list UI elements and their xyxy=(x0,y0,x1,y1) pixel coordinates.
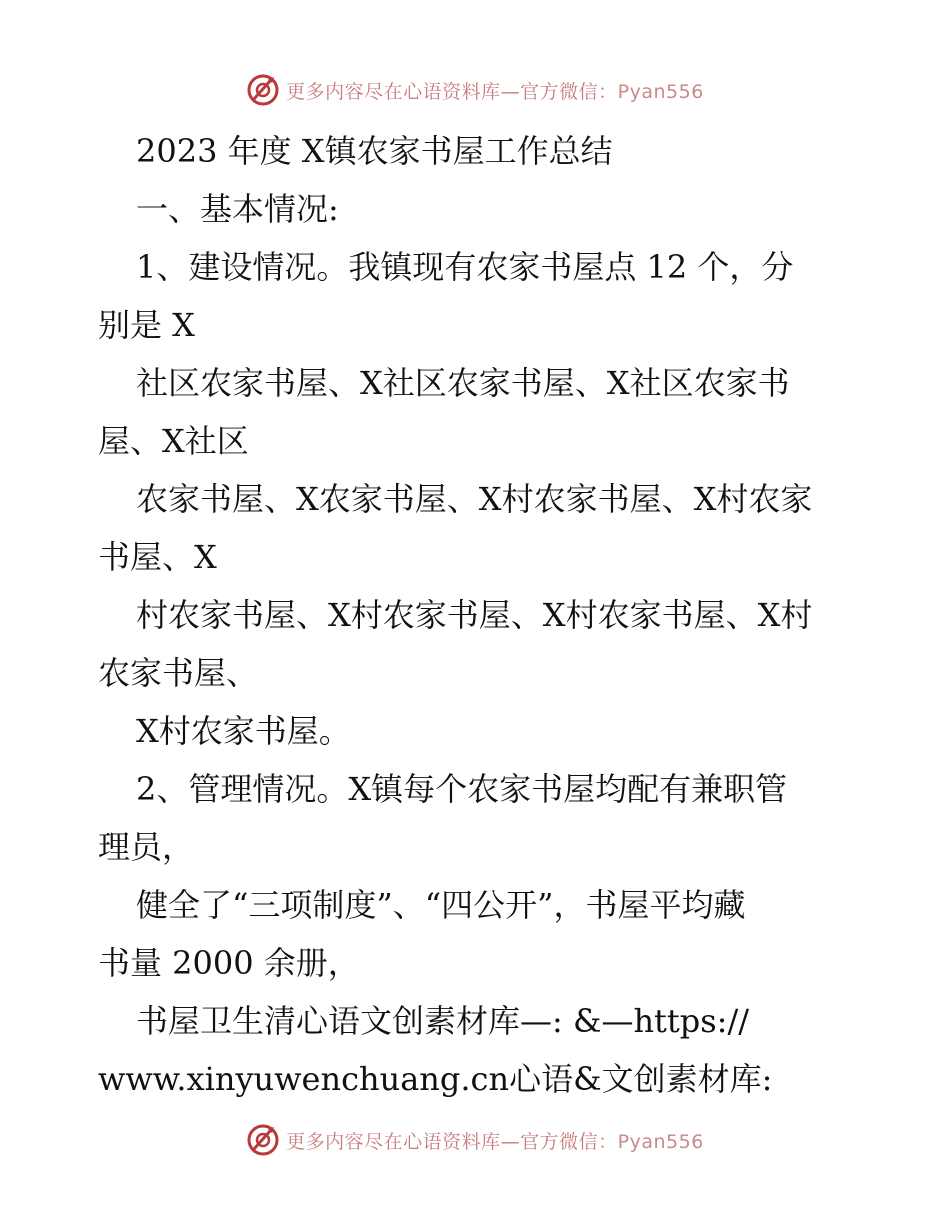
text-line: 书量 2000 余册， xyxy=(98,944,360,982)
text-line: 2、管理情况。X镇每个农家书屋均配有兼职管 xyxy=(136,770,788,808)
text-line: 屋、X社区 xyxy=(98,422,249,460)
watermark-banner-top xyxy=(0,70,950,110)
watermark-banner-bottom xyxy=(0,1120,950,1160)
text-line: 2023 年度 X镇农家书屋工作总结 xyxy=(136,132,613,170)
text-line: 社区农家书屋、X社区农家书屋、X社区农家书 xyxy=(136,364,790,402)
xinyu-logo-icon xyxy=(246,73,280,107)
watermark-text: 更多内容尽在心语资料库—官方微信：Pyan556 xyxy=(286,80,704,103)
text-line: 农家书屋、X农家书屋、X村农家书屋、X村农家 xyxy=(136,480,813,518)
text-line: X村农家书屋。 xyxy=(136,712,351,750)
wechat-id: Pyan556 xyxy=(617,1130,704,1153)
text-line: 别是 X xyxy=(98,306,195,344)
text-line: 健全了“三项制度”、“四公开”，书屋平均藏 xyxy=(136,886,746,924)
watermark-text: 更多内容尽在心语资料库—官方微信：Pyan556 xyxy=(286,1130,704,1153)
wechat-id: Pyan556 xyxy=(617,80,704,103)
text-line: 书屋卫生清心语文创素材库—: &—https:// xyxy=(136,1002,750,1040)
text-line: 书屋、X xyxy=(98,538,217,576)
text-line: 村农家书屋、X村农家书屋、X村农家书屋、X村 xyxy=(136,596,813,634)
text-line: www.xinyuwenchuang.cn心语&文创素材库: xyxy=(98,1060,773,1098)
xinyu-logo-icon xyxy=(246,1123,280,1157)
text-line: 农家书屋、 xyxy=(98,654,259,692)
text-line: 1、建设情况。我镇现有农家书屋点 12 个，分 xyxy=(136,248,794,286)
document-body xyxy=(98,122,858,1108)
text-line: 理员， xyxy=(98,828,195,866)
text-line: 一、基本情况: xyxy=(136,190,339,228)
